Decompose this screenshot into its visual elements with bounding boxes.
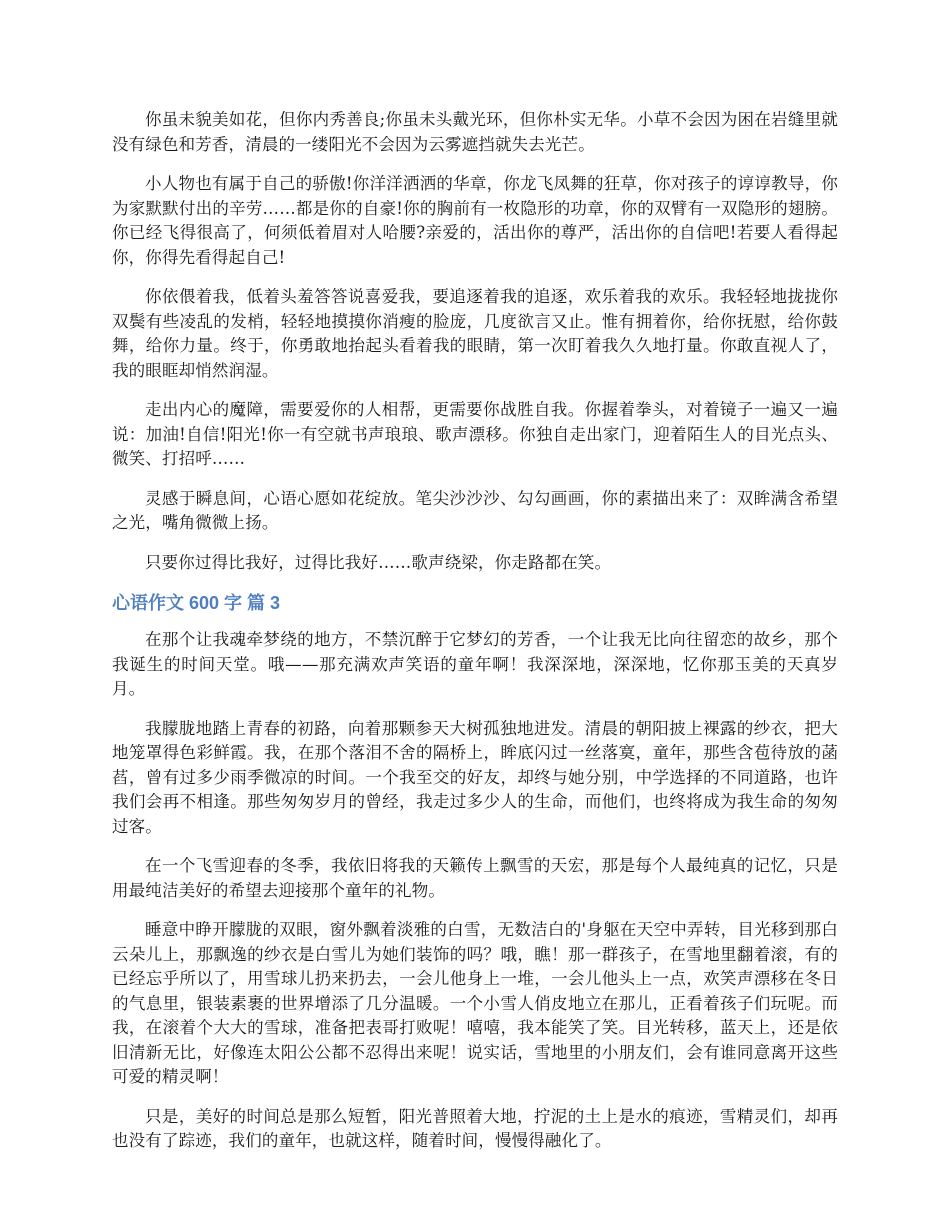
paragraph: 睡意中睁开朦胧的双眼，窗外飘着淡雅的白雪，无数洁白的'身躯在天空中弄转，目光移到那白云朵儿上，那飘逸的纱衣是白雪儿为她们装饰的吗？哦，瞧！那一群孩子，在雪地里翻着滚，有的已经忘乎所以了，用雪球儿扔来扔去，一会儿他身上一堆，一会儿他头上一点，欢笑声漂移在冬日的气息里，银装素裹的世界增添了几分温暖。一个小雪人俏皮地立在那儿，正看着孩子们玩呢。而我，在滚着个大大的雪球，准备把表哥打败呢！嘻嘻，我本能笑了笑。目光转移，蓝天上，还是依旧清新无比，好像连太阳公公都不忍得出来呢！说实话，雪地里的小朋友们，会有谁同意离开这些可爱的精灵啊！ [112, 920, 838, 1086]
paragraph: 你虽未貌美如花，但你内秀善良;你虽未头戴光环，但你朴实无华。小草不会因为困在岩缝里就没有绿色和芳香，清晨的一缕阳光不会因为云雾遮挡就失去光芒。 [112, 110, 838, 154]
section-a [112, 108, 838, 575]
section-heading: 心语作文 600 字 篇 3 [112, 593, 281, 613]
paragraph: 灵感于瞬息间，心语心愿如花绽放。笔尖沙沙沙、勾勾画画，你的素描出来了：双眸满含希望之光，嘴角微微上扬。 [112, 488, 838, 532]
paragraph: 在那个让我魂牵梦绕的地方，不禁沉醉于它梦幻的芳香，一个让我无比向往留恋的故乡，那个我诞生的时间天堂。哦——那充满欢声笑语的童年啊！我深深地，深深地，忆你那玉美的天真岁月。 [112, 630, 838, 698]
paragraph: 你依偎着我，低着头羞答答说喜爱我，要追逐着我的追逐，欢乐着我的欢乐。我轻轻地拢拢你双鬓有些凌乱的发梢，轻轻地摸摸你消瘦的脸庞，几度欲言又止。惟有拥着你，给你抚慰，给你鼓舞，给你力量。终于，你勇敢地抬起头看着我的眼睛，第一次盯着我久久地打量。你敢直视人了，我的眼眶却悄然润湿。 [112, 287, 838, 380]
paragraph: 小人物也有属于自己的骄傲!你洋洋洒洒的华章，你龙飞凤舞的狂草，你对孩子的谆谆教导，你为家默默付出的辛劳……都是你的自豪!你的胸前有一枚隐形的功章，你的双臂有一双隐形的翅膀。你已经飞得很高了，何须低着眉对人哈腰?亲爱的，活出你的尊严，活出你的自信吧!若要人看得起你，你得先看得起自己! [112, 174, 838, 267]
paragraph: 只要你过得比我好，过得比我好……歌声绕梁，你走路都在笑。 [145, 552, 612, 572]
paragraph: 在一个飞雪迎春的冬季，我依旧将我的天籁传上飘雪的天宏，那是每个人最纯真的记忆，只是用最纯洁美好的希望去迎接那个童年的礼物。 [112, 856, 838, 900]
paragraph: 我朦胧地踏上青春的初路，向着那颗参天大树孤独地进发。清晨的朝阳披上裸露的纱衣，把大地笼罩得色彩鲜霞。我，在那个落泪不舍的隔桥上，眸底闪过一丝落寞，童年，那些含苞待放的菡萏，曾有过多少雨季微凉的时间。一个我至交的好友，却终与她分别，中学选择的不同道路，也许我们会再不相逢。那些匆匆岁月的曾经，我走过多少人的生命，而他们，也终将成为我生命的匆匆过客。 [112, 718, 838, 836]
paragraph: 走出内心的魔障，需要爱你的人相帮，更需要你战胜自我。你握着拳头，对着镜子一遍又一遍说：加油!自信!阳光!你一有空就书声琅琅、歌声漂移。你独自走出家门，迎着陌生人的目光点头、微笑、打招呼…… [112, 400, 838, 468]
section-b [112, 590, 838, 1154]
paragraph: 只是，美好的时间总是那么短暂，阳光普照着大地，拧泥的土上是水的痕迹，雪精灵们，却再也没有了踪迹，我们的童年，也就这样，随着时间，慢慢得融化了。 [112, 1106, 838, 1150]
